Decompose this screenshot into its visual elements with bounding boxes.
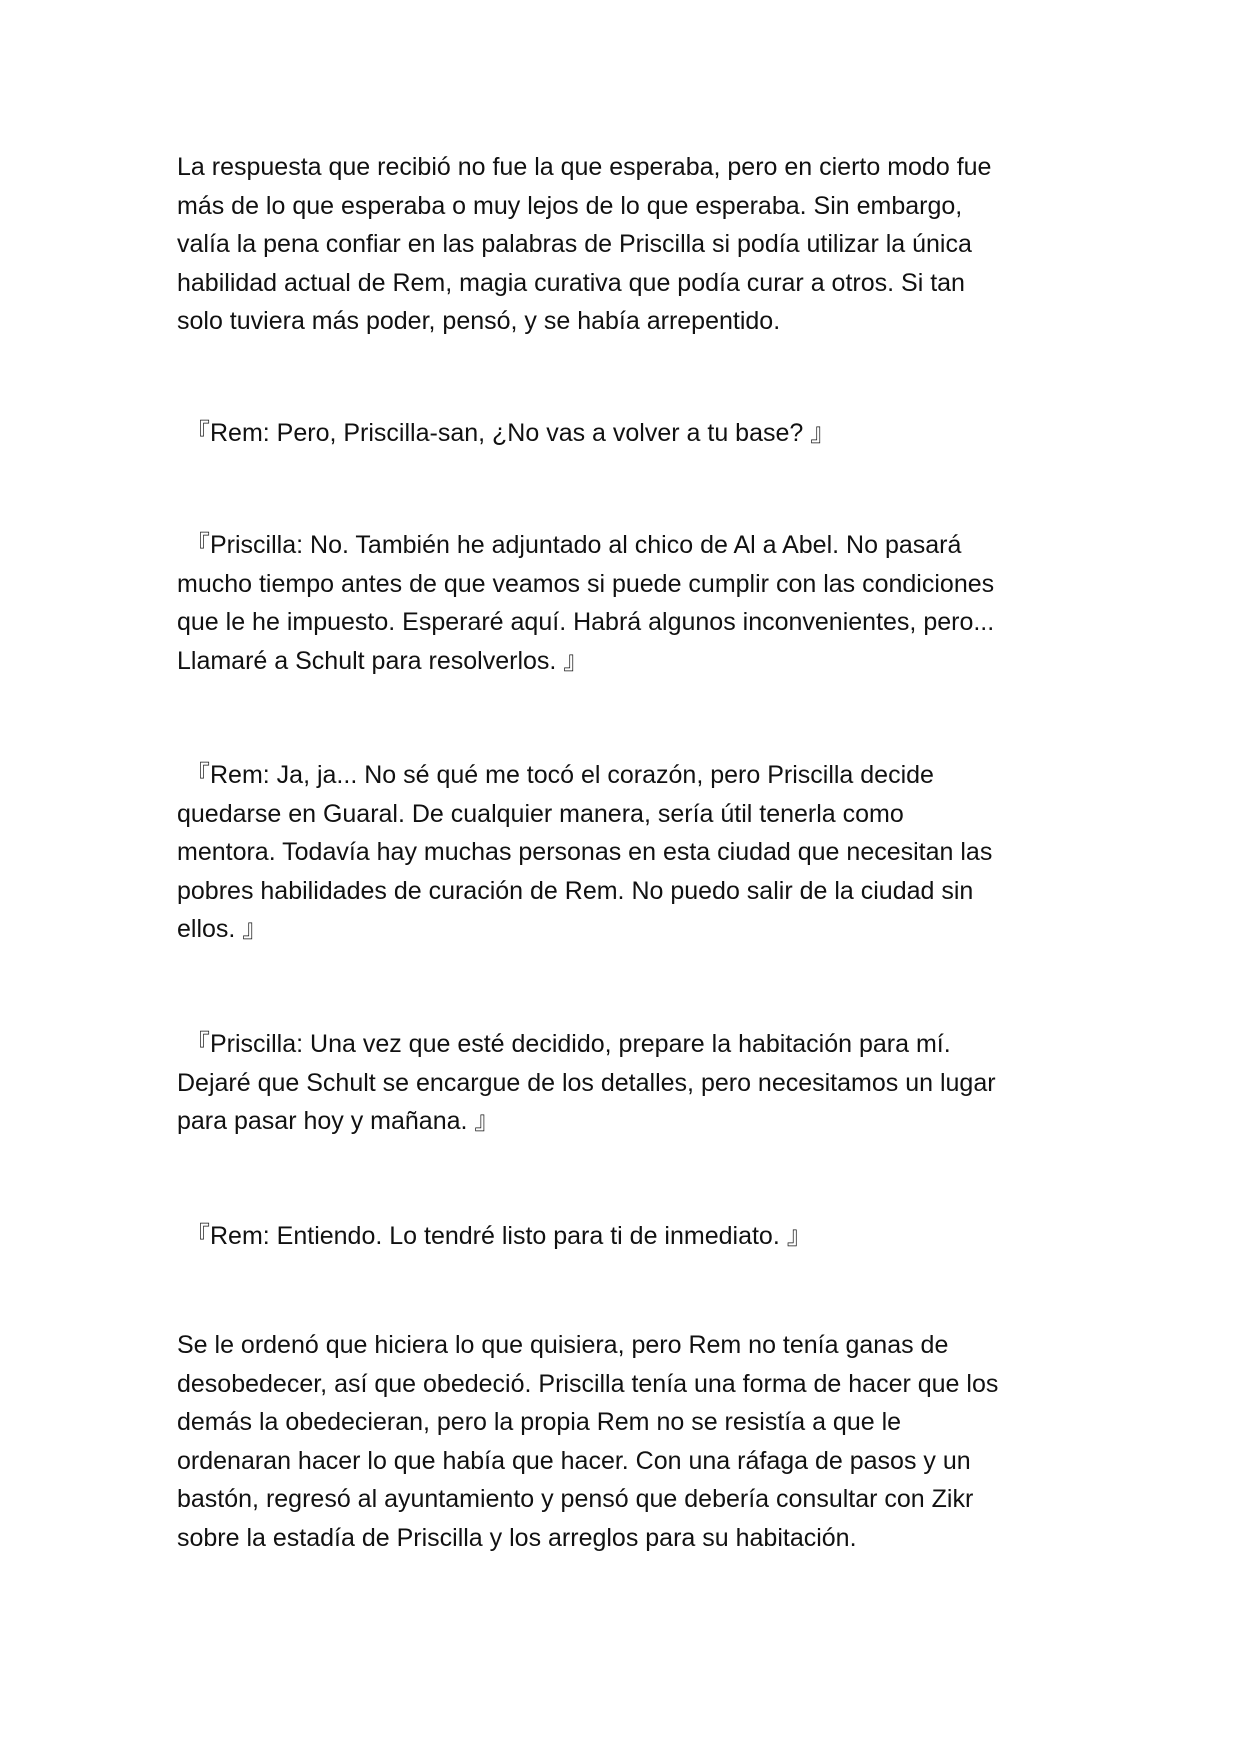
dialogue-rem-3: 『Rem: Entiendo. Lo tendré listo para ti de inmediato. 』 — [185, 1222, 812, 1250]
dialogue-rem-1: 『Rem: Pero, Priscilla-san, ¿No vas a volver a tu base? 』 — [185, 419, 836, 447]
dialogue-priscilla-1: 『Priscilla: No. También he adjuntado al chico de Al a Abel. No pasará mucho tiempo antes de que veamos si puede cumplir con las condiciones que le he impuesto. Esperaré aquí. Habrá algunos inconvenientes, pero... Llamaré a Schult para resolverlos. 』 — [177, 531, 995, 675]
dialogue-rem-2: 『Rem: Ja, ja... No sé qué me tocó el corazón, pero Priscilla decide quedarse en Guaral. De cualquier manera, sería útil tenerla como mentora. Todavía hay muchas personas en esta ciudad que necesitan las pobres habilidades de curación de Rem. No puedo salir de la ciudad sin ellos. 』 — [177, 761, 993, 944]
dialogue-priscilla-2: 『Priscilla: Una vez que esté decidido, prepare la habitación para mí. Dejaré que Schult se encargue de los detalles, pero necesitamos un lugar para pasar hoy y mañana. 』 — [177, 1030, 996, 1136]
narration-paragraph-2: Se le ordenó que hiciera lo que quisiera, pero Rem no tenía ganas de desobedecer, así que obedeció. Priscilla tenía una forma de hacer que los demás la obedecieran, pero la propia Rem no se resistía a que le ordenaran hacer lo que había que hacer. Con una ráfaga de pasos y un bastón, regresó al ayuntamiento y pensó que debería consultar con Zikr sobre la estadía de Priscilla y los arreglos para su habitación. — [177, 1331, 999, 1552]
narration-paragraph-1: La respuesta que recibió no fue la que esperaba, pero en cierto modo fue más de lo que esperaba o muy lejos de lo que esperaba. Sin embargo, valía la pena confiar en las palabras de Priscilla si podía utilizar la única habilidad actual de Rem, magia curativa que podía curar a otros. Si tan solo tuviera más poder, pensó, y se había arrepentido. — [177, 153, 992, 336]
